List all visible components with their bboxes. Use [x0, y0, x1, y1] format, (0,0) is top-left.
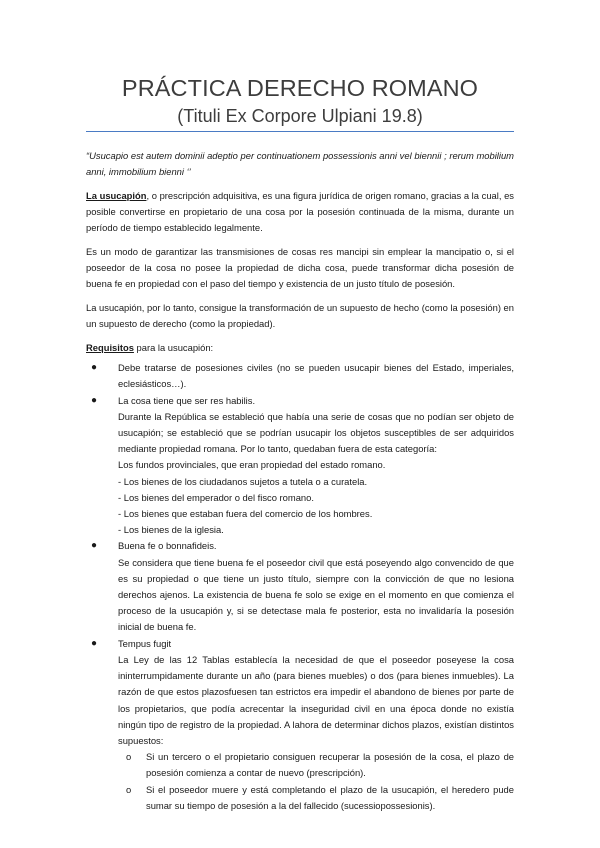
requirement-text: Durante la República se estableció que había una serie de cosas que no podían ser objeto de usucapión; se estableció que se podrían usucapir los objetos susceptibles de ser adquiridos mediante propiedad romana. Por lo tanto, quedaban fuera de esta categoría:: [118, 410, 514, 455]
exclusion-line: - Los bienes de los ciudadanos sujetos a tutela o a curatela.: [118, 475, 368, 487]
list-item: [86, 538, 514, 635]
list-item: [86, 360, 514, 392]
sub-list: [118, 749, 514, 814]
bullet-icon: ●: [91, 637, 98, 649]
paragraph-transformation: La usucapión, por lo tanto, consigue la transformación de un supuesto de hecho (como la posesión) en un supuesto de derecho (como la propiedad).: [86, 302, 514, 330]
paragraph-definition: [86, 188, 514, 237]
exclusion-line: Los fundos provinciales, que eran propiedad del estado romano.: [118, 459, 386, 471]
sub-list-item: [118, 782, 514, 814]
term-usucapion: La usucapión: [86, 189, 147, 201]
bullet-icon: ●: [91, 394, 98, 406]
sub-item-text: Si el poseedor muere y está completando el plazo de la usucapión, el heredero pude sumar su tiempo de posesión a la del fallecido (sucessiopossesionis).: [146, 783, 514, 811]
term-requisitos: Requisitos: [86, 342, 134, 354]
page-subtitle: (Tituli Ex Corpore Ulpiani 19.8): [177, 106, 423, 126]
sub-list-item: [118, 749, 514, 781]
bullet-icon: ●: [91, 540, 98, 552]
paragraph-definition-text: , o prescripción adquisitiva, es una figura jurídica de origen romano, gracias a la cual, es posible convertirse en propietario de una cosa por la posesión continuada de la misma, durante un período de tiempo establecido legalmente.: [86, 189, 514, 234]
sub-item-text: Si un tercero o el propietario consiguen recuperar la posesión de la cosa, el plazo de posesión comienza a contar de nuevo (prescripción).: [146, 751, 514, 779]
requirements-heading-text: para la usucapión:: [133, 342, 214, 354]
requirement-text: Se considera que tiene buena fe el poseedor civil que está poseyendo algo convencido de que es su propiedad o que tiene un justo título, siempre con la convicción de que no lesiona derechos ajenos. La existencia de buena fe solo se exige en el momento en que comienza el proceso de la usucapión y, si se detectase mala fe posterior, esta no invalidaría la posesión inicial de buena fe.: [118, 556, 514, 633]
document-body: [86, 148, 514, 814]
requirement-head: La cosa tiene que ser res habilis.: [118, 394, 256, 406]
requirement-head: Tempus fugit: [118, 637, 172, 649]
circle-bullet-icon: o: [126, 783, 132, 795]
paragraph-guarantee: Es un modo de garantizar las transmisiones de cosas res mancipi sin emplear la mancipatio o, si el poseedor de la cosa no posee la propiedad de dicha cosa, puede transformar dicha posesión de buena fe en propiedad con el paso del tiempo y existencia de un justo título de posesión.: [86, 246, 514, 290]
requirement-head: Buena fe o bonnafideis.: [118, 540, 217, 552]
requirements-list: [86, 360, 514, 814]
list-item: [86, 636, 514, 814]
requirements-heading: [86, 340, 514, 356]
requirement-text: La Ley de las 12 Tablas establecía la necesidad de que el poseedor poseyese la cosa ininterrumpidamente durante un año (para bienes muebles) o dos (para bienes inmuebles). La razón de que estos plazosfuesen tan estrictos era impedir el abandono de bienes por parte de los propietarios, que podía acrecentar la inseguridad civil en una época donde no existía ningún tipo de registro de la propiedad. A lahora de determinar dichos plazos, existían distintos supuestos:: [118, 653, 514, 746]
exclusion-line: - Los bienes de la iglesia.: [118, 524, 224, 536]
title-divider: [86, 131, 514, 132]
bullet-icon: ●: [91, 362, 98, 374]
list-item: [86, 393, 514, 539]
exclusion-line: - Los bienes del emperador o del fisco romano.: [118, 491, 314, 503]
exclusion-line: - Los bienes que estaban fuera del comercio de los hombres.: [118, 508, 373, 520]
circle-bullet-icon: o: [126, 751, 132, 763]
page-title: PRÁCTICA DERECHO ROMANO: [121, 75, 479, 101]
latin-quote: “Usucapio est autem dominii adeptio per continuationem possessionis anni vel biennii ; rerum mobilium anni, immobilium bienni ‘’: [86, 150, 514, 178]
requirement-head: Debe tratarse de posesiones civiles (no se pueden usucapir bienes del Estado, imperiales, eclesiásticos…).: [118, 362, 514, 390]
